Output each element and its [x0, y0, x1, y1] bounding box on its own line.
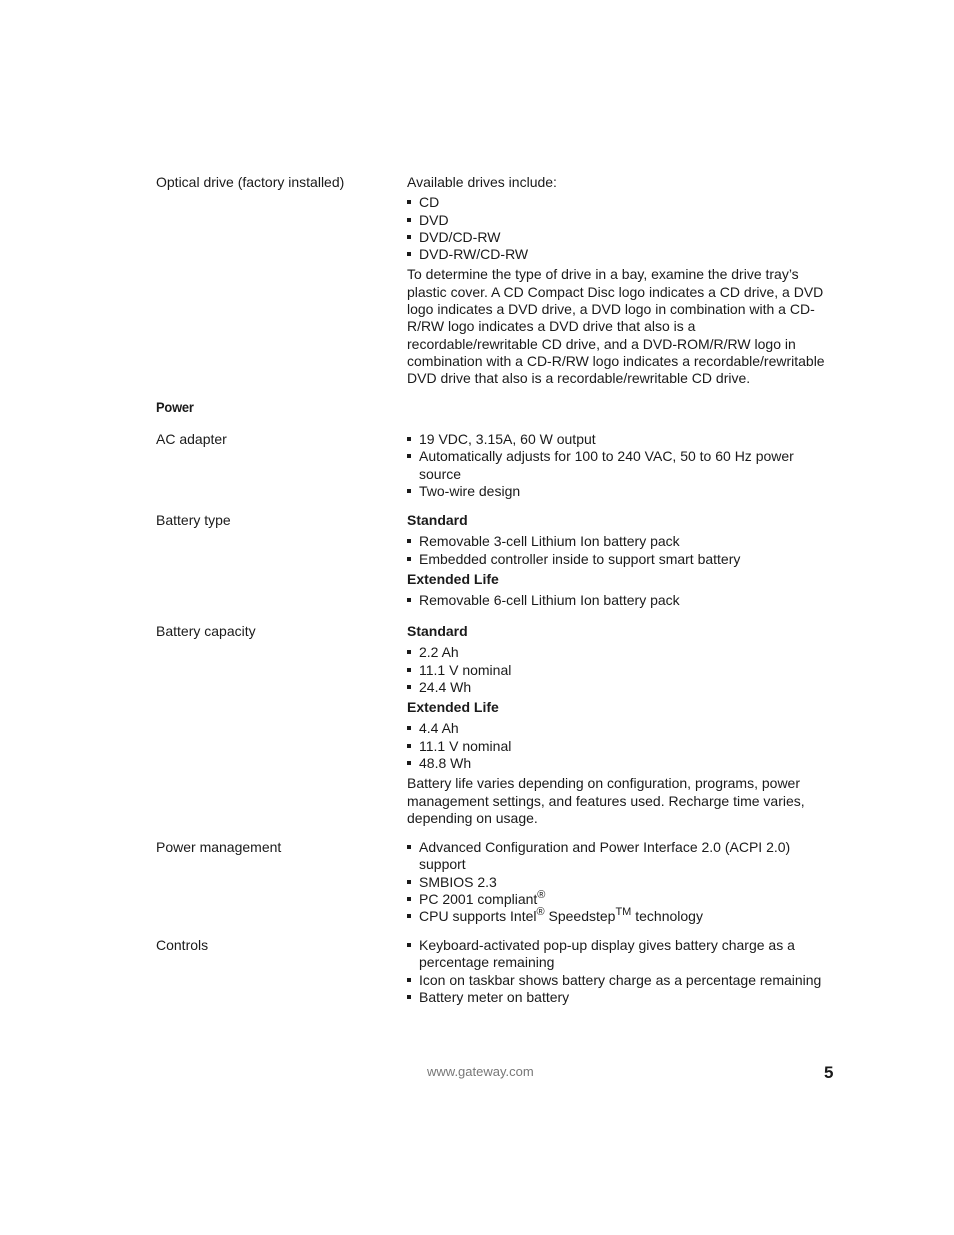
spec-label: Power management	[156, 839, 282, 855]
registered-mark: ®	[537, 888, 546, 901]
controls-list	[407, 937, 827, 1006]
spec-content	[407, 512, 827, 609]
spec-content	[407, 937, 827, 1006]
registered-mark: ®	[536, 906, 545, 919]
list-item: Removable 3-cell Lithium Ion battery pack	[407, 533, 827, 550]
spec-label: Battery capacity	[156, 623, 256, 639]
extended-heading: Extended Life	[407, 699, 499, 716]
list-item: Embedded controller inside to support smart battery	[407, 551, 827, 568]
list-item	[407, 908, 827, 925]
list-item: DVD-RW/CD-RW	[407, 246, 827, 263]
note-text: Battery life varies depending on configuration, programs, power management settings, and features used. Recharge time varies, depending on usage.	[407, 775, 805, 826]
list-item: SMBIOS 2.3	[407, 874, 827, 891]
list-item: Two-wire design	[407, 483, 827, 500]
list-item: DVD	[407, 212, 827, 229]
extended-list	[407, 592, 827, 609]
cpu-suffix: technology	[631, 908, 703, 925]
power-management-list	[407, 839, 827, 925]
page-number: 5	[824, 1063, 834, 1082]
list-item: DVD/CD-RW	[407, 229, 827, 246]
spec-content	[407, 431, 827, 500]
spec-label: Optical drive (factory installed)	[156, 174, 345, 190]
intro-text: Available drives include:	[407, 174, 557, 190]
list-item: Battery meter on battery	[407, 989, 827, 1006]
standard-list	[407, 644, 827, 696]
standard-list	[407, 533, 827, 568]
list-item: Keyboard-activated pop-up display gives battery charge as a percentage remaining	[407, 937, 827, 972]
extended-list	[407, 720, 827, 772]
drive-list	[407, 194, 827, 263]
cpu-prefix: CPU supports Intel	[419, 908, 537, 925]
list-item: 4.4 Ah	[407, 720, 827, 737]
list-item-text: PC 2001 compliant	[419, 890, 538, 907]
list-item: 2.2 Ah	[407, 644, 827, 661]
list-item: 11.1 V nominal	[407, 662, 827, 679]
section-heading-power: Power	[156, 399, 194, 415]
list-item: Removable 6-cell Lithium Ion battery pack	[407, 592, 827, 609]
list-item: Advanced Configuration and Power Interface 2.0 (ACPI 2.0) support	[407, 839, 827, 874]
note-text: To determine the type of drive in a bay, examine the drive tray’s plastic cover. A CD Compact Disc logo indicates a CD drive, a DVD logo indicates a DVD drive, a DVD logo in combination with a CD-R/RW logo indicates a DVD drive that also is a recordable/rewritable CD drive, and a DVD-ROM/R/RW logo in combination with a CD-R/RW logo indicates a recordable/rewritable DVD drive that also is a recordable/rewritable CD drive.	[407, 266, 825, 387]
list-item: 19 VDC, 3.15A, 60 W output	[407, 431, 827, 448]
spec-label: Battery type	[156, 512, 231, 528]
spec-label: AC adapter	[156, 431, 227, 447]
ac-adapter-list	[407, 431, 827, 500]
standard-heading: Standard	[407, 623, 468, 639]
extended-heading: Extended Life	[407, 570, 499, 587]
list-item: Automatically adjusts for 100 to 240 VAC, 50 to 60 Hz power source	[407, 448, 827, 483]
footer-url: www.gateway.com	[427, 1064, 534, 1079]
trademark: TM	[615, 906, 632, 919]
spec-content	[407, 623, 827, 827]
spec-content	[407, 839, 827, 925]
standard-heading: Standard	[407, 512, 468, 528]
spec-label: Controls	[156, 937, 209, 953]
list-item: 48.8 Wh	[407, 755, 827, 772]
list-item: CD	[407, 194, 827, 211]
spec-content	[407, 174, 827, 388]
list-item: 24.4 Wh	[407, 679, 827, 696]
list-item: 11.1 V nominal	[407, 738, 827, 755]
list-item: Icon on taskbar shows battery charge as a percentage remaining	[407, 972, 827, 989]
cpu-middle: Speedstep	[544, 908, 616, 925]
